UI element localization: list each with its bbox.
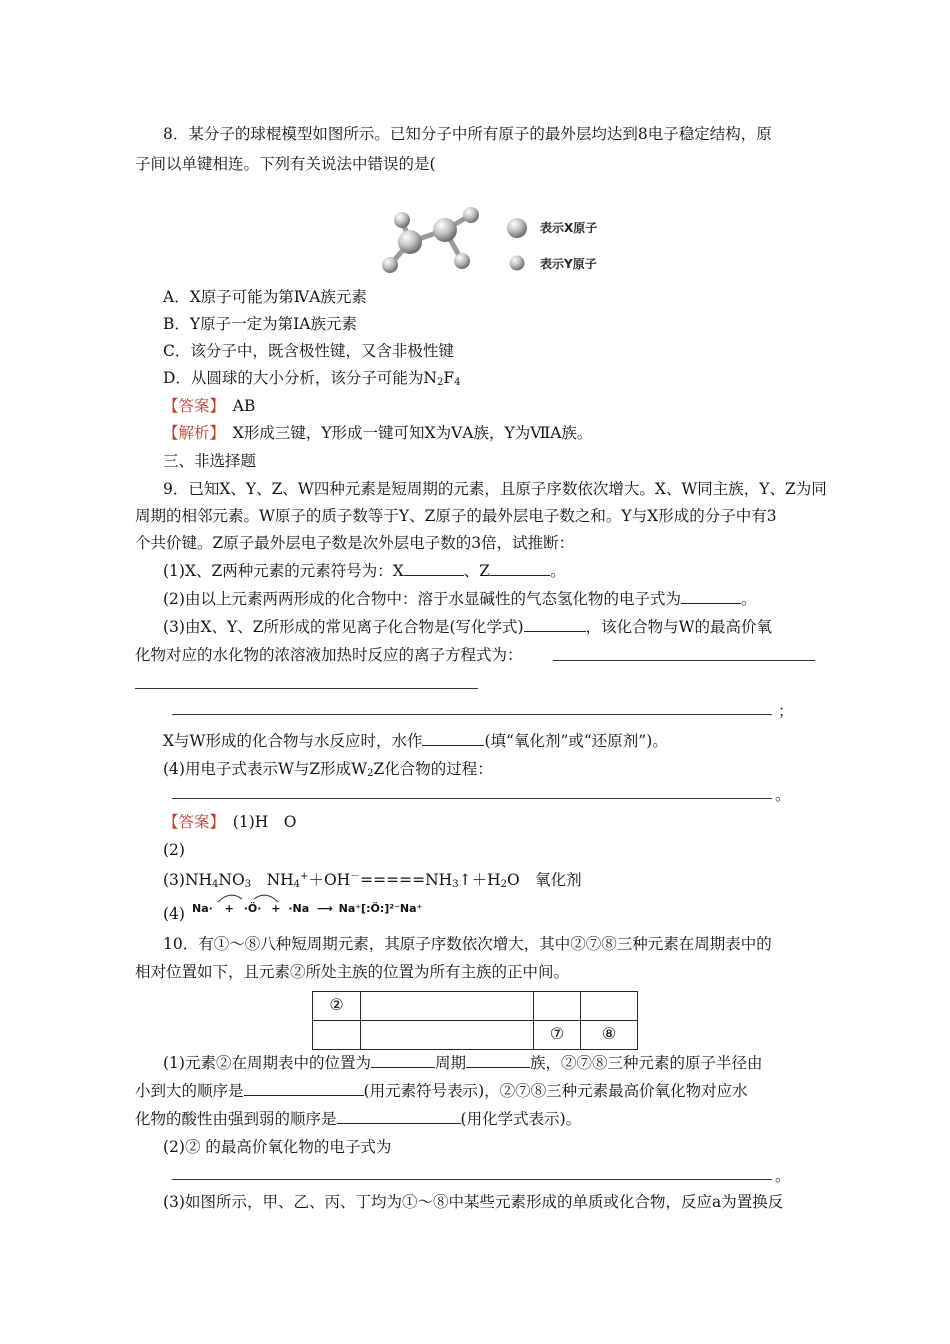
table-cell: ② bbox=[313, 992, 361, 1021]
na-atom-right: ·Na bbox=[288, 902, 310, 915]
electron-formation-diagram: Na· + ·Ö· + ·Na ⟶ Na⁺[:Ö:]²⁻Na⁺ bbox=[192, 902, 423, 915]
q10-part1-line1: (1)元素②在周期表中的位置为 周期 族，②⑦⑧三种元素的原子半径由 bbox=[163, 1054, 763, 1072]
q10-part3: (3)如图所示，甲、乙、丙、丁均为①～⑧中某些元素形成的单质或化合物，反应a为置换反 bbox=[163, 1193, 784, 1211]
answer-blank bbox=[681, 589, 741, 604]
answer-blank bbox=[490, 561, 550, 576]
table-cell bbox=[361, 992, 534, 1021]
legend-x-label: 表示X原子 bbox=[540, 221, 598, 235]
answer-blank bbox=[371, 1053, 435, 1068]
x-atom bbox=[433, 218, 457, 242]
q8-option-a: A．X原子可能为第ⅣA族元素 bbox=[163, 288, 367, 306]
q9-stem-line2: 周期的相邻元素。W原子的质子数等于Y、Z原子的最外层电子数之和。Y与X形成的分子中有3 bbox=[135, 507, 777, 525]
y-atom bbox=[394, 212, 410, 228]
na2o-product: Na⁺[:Ö:]²⁻Na⁺ bbox=[338, 902, 423, 915]
answer-blank bbox=[404, 561, 464, 576]
table-cell bbox=[361, 1021, 534, 1050]
answer-blank bbox=[466, 1053, 530, 1068]
legend-y-ball-icon bbox=[508, 254, 526, 272]
q8-answer: 【答案】 AB bbox=[163, 397, 256, 415]
section-heading: 三、非选择题 bbox=[163, 452, 257, 470]
legend-y-label: 表示Y原子 bbox=[540, 257, 597, 271]
table-cell bbox=[581, 992, 638, 1021]
q9-answer-line4-label: (4) bbox=[163, 905, 185, 923]
q9-part3-line1: (3)由X、Y、Z所形成的常见离子化合物是(写化学式) ，该化合物与W的最高价氧 bbox=[163, 618, 773, 636]
table-cell: ⑧ bbox=[581, 1021, 638, 1050]
answer-line bbox=[135, 688, 478, 689]
answer-line bbox=[172, 714, 772, 715]
q10-part2: (2)② 的最高价氧化物的电子式为 bbox=[163, 1138, 392, 1156]
q8-stem-line2: 子间以单键相连。下列有关说法中错误的是( bbox=[135, 155, 436, 173]
y-atom bbox=[463, 207, 479, 223]
answer-line bbox=[172, 1179, 772, 1180]
answer-tag: 【答案】 bbox=[163, 397, 218, 415]
table-cell bbox=[313, 1021, 361, 1050]
q9-part4: (4)用电子式表示W与Z形成$W_2Z$化合物的过程： bbox=[163, 760, 493, 779]
q9-part3-line2: 化物对应的水化物的浓溶液加热时反应的离子方程式为： bbox=[135, 646, 523, 664]
reaction-arrow: ⟶ bbox=[317, 902, 333, 915]
q9-answer-line2: (2) bbox=[163, 841, 185, 859]
ball-stick-model-figure bbox=[375, 200, 495, 280]
analysis-tag: 【解析】 bbox=[163, 424, 218, 442]
na-atom-left: Na· bbox=[192, 902, 213, 915]
q9-part3-semicolon: ； bbox=[778, 702, 794, 720]
q8-option-d: D．从圆球的大小分析，该分子可能为$N_2F_4$ bbox=[163, 369, 461, 388]
answer-tag: 【答案】 bbox=[163, 813, 218, 831]
q10-part1-line3: 化物的酸性由强到弱的顺序是 (用化学式表示)。 bbox=[135, 1110, 582, 1128]
q9-answer-line1: 【答案】 (1)H O bbox=[163, 813, 297, 831]
q9-stem-line1: 9．已知X、Y、Z、W四种元素是短周期的元素，且原子序数依次增大。X、W同主族，Y、Z为同 bbox=[163, 480, 827, 498]
answer-blank bbox=[422, 731, 484, 746]
answer-blank bbox=[524, 617, 586, 632]
electron-transfer-arrows-icon bbox=[214, 890, 284, 904]
x-atom bbox=[398, 230, 422, 254]
q8-analysis: 【解析】 X形成三键，Y形成一键可知X为ⅤA族，Y为ⅦA族。 bbox=[163, 424, 593, 442]
o-atom: ·Ö· bbox=[243, 902, 262, 915]
q10-stem-line1: 10．有①～⑧八种短周期元素，其原子序数依次增大，其中②⑦⑧三种元素在周期表中的 bbox=[163, 935, 772, 953]
legend-x-ball-icon bbox=[505, 216, 529, 240]
answer-line bbox=[553, 660, 815, 661]
q9-stem-line3: 个共价键。Z原子最外层电子数是次外层电子数的3倍，试推断： bbox=[135, 534, 575, 552]
q9-part3-line3: X与W形成的化合物与水反应时，水作 (填“氧化剂”或“还原剂”)。 bbox=[163, 732, 668, 750]
q8-option-c: C．该分子中，既含极性键，又含非极性键 bbox=[163, 342, 454, 360]
q9-part4-end: 。 bbox=[775, 786, 791, 804]
answer-blank bbox=[244, 1081, 364, 1096]
q10-stem-line2: 相对位置如下，且元素②所处主族的位置为所有主族的正中间。 bbox=[135, 963, 570, 981]
q8-option-b: B．Y原子一定为第ⅠA族元素 bbox=[163, 315, 357, 333]
answer-line bbox=[172, 798, 772, 799]
y-atom bbox=[454, 253, 470, 269]
q10-part1-line2: 小到大的顺序是 (用元素符号表示)，②⑦⑧三种元素最高价氧化物对应水 bbox=[135, 1082, 748, 1100]
q9-answer-line3: $(3)NH_4NO_3$ $NH_4^++OH^-=====NH_3↑+H_2O$ 氧化剂 bbox=[163, 871, 582, 890]
q10-part2-end: 。 bbox=[775, 1167, 791, 1185]
q8-stem-line1: 8．某分子的球棍模型如图所示。已知分子中所有原子的最外层均达到8电子稳定结构，原 bbox=[163, 125, 772, 143]
table-cell bbox=[534, 992, 581, 1021]
table-cell: ⑦ bbox=[534, 1021, 581, 1050]
periodic-table-fragment bbox=[312, 991, 638, 1050]
q9-part1: (1)X、Z两种元素的元素符号为：X 、Z 。 bbox=[163, 562, 566, 580]
y-atom bbox=[382, 257, 398, 273]
answer-blank bbox=[337, 1109, 461, 1124]
q9-part2: (2)由以上元素两两形成的化合物中：溶于水显碱性的气态氢化物的电子式为 。 bbox=[163, 590, 757, 608]
